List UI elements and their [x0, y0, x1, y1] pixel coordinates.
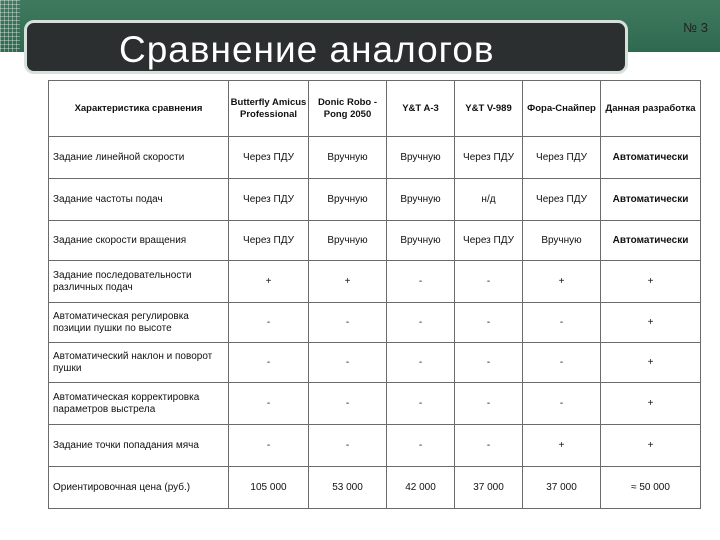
feature-cell: Задание скорости вращения: [49, 221, 229, 261]
value-cell: -: [309, 343, 387, 383]
value-cell: Вручную: [309, 179, 387, 221]
table-header-row: [49, 81, 701, 137]
value-cell: -: [229, 303, 309, 343]
table-row: [49, 303, 701, 343]
value-cell: +: [601, 261, 701, 303]
price-cell: 37 000: [523, 467, 601, 509]
price-cell: 42 000: [387, 467, 455, 509]
value-cell: Автоматически: [601, 137, 701, 179]
feature-cell: Автоматическая корректировка параметров выстрела: [49, 383, 229, 425]
value-cell: +: [601, 303, 701, 343]
table-row: [49, 343, 701, 383]
table-row: [49, 425, 701, 467]
price-cell: ≈ 50 000: [601, 467, 701, 509]
value-cell: Через ПДУ: [229, 179, 309, 221]
title-box: [24, 20, 628, 74]
value-cell: -: [387, 261, 455, 303]
value-cell: Через ПДУ: [523, 137, 601, 179]
value-cell: -: [229, 343, 309, 383]
value-cell: -: [387, 303, 455, 343]
value-cell: -: [309, 303, 387, 343]
table-row-price: [49, 467, 701, 509]
value-cell: Вручную: [387, 221, 455, 261]
table-row: [49, 221, 701, 261]
value-cell: -: [387, 425, 455, 467]
value-cell: Через ПДУ: [229, 137, 309, 179]
value-cell: -: [387, 383, 455, 425]
table-row: [49, 261, 701, 303]
price-cell: 53 000: [309, 467, 387, 509]
value-cell: Через ПДУ: [229, 221, 309, 261]
header-cell-yt-a3: Y&T A-3: [387, 81, 455, 137]
feature-cell: Задание частоты подач: [49, 179, 229, 221]
header-band: [0, 0, 720, 70]
value-cell: Через ПДУ: [455, 137, 523, 179]
feature-cell: Задание последовательности различных подач: [49, 261, 229, 303]
table-row: [49, 137, 701, 179]
feature-cell: Автоматический наклон и поворот пушки: [49, 343, 229, 383]
price-cell: 105 000: [229, 467, 309, 509]
value-cell: -: [523, 303, 601, 343]
value-cell: Вручную: [387, 137, 455, 179]
header-cell-butterfly: Butterfly Amicus Professional: [229, 81, 309, 137]
value-cell: Вручную: [309, 137, 387, 179]
value-cell: -: [455, 425, 523, 467]
value-cell: +: [601, 343, 701, 383]
slide-title: Сравнение аналогов: [119, 29, 495, 70]
value-cell: -: [309, 425, 387, 467]
header-cell-donic: Donic Robo -Pong 2050: [309, 81, 387, 137]
value-cell: -: [387, 343, 455, 383]
value-cell: Вручную: [309, 221, 387, 261]
value-cell: +: [309, 261, 387, 303]
value-cell: -: [455, 261, 523, 303]
price-cell: 37 000: [455, 467, 523, 509]
value-cell: +: [523, 425, 601, 467]
value-cell: Вручную: [523, 221, 601, 261]
feature-cell: Ориентировочная цена (руб.): [49, 467, 229, 509]
header-cell-fora-sniper: Фора-Снайпер: [523, 81, 601, 137]
value-cell: -: [455, 343, 523, 383]
value-cell: н/д: [455, 179, 523, 221]
value-cell: Через ПДУ: [455, 221, 523, 261]
value-cell: -: [455, 303, 523, 343]
value-cell: +: [601, 425, 701, 467]
value-cell: +: [523, 261, 601, 303]
value-cell: -: [523, 383, 601, 425]
table-row: [49, 383, 701, 425]
decorative-grid-pattern: [0, 0, 20, 70]
value-cell: Вручную: [387, 179, 455, 221]
slide-number: № 3: [683, 20, 708, 35]
table-row: [49, 179, 701, 221]
value-cell: Через ПДУ: [523, 179, 601, 221]
header-cell-this-development: Данная разработка: [601, 81, 701, 137]
feature-cell: Задание линейной скорости: [49, 137, 229, 179]
value-cell: +: [601, 383, 701, 425]
value-cell: -: [229, 383, 309, 425]
value-cell: -: [309, 383, 387, 425]
value-cell: -: [455, 383, 523, 425]
value-cell: -: [523, 343, 601, 383]
header-cell-yt-v989: Y&T V-989: [455, 81, 523, 137]
header-cell-characteristic: Характеристика сравнения: [49, 81, 229, 137]
value-cell: Автоматически: [601, 221, 701, 261]
feature-cell: Автоматическая регулировка позиции пушки по высоте: [49, 303, 229, 343]
feature-cell: Задание точки попадания мяча: [49, 425, 229, 467]
value-cell: -: [229, 425, 309, 467]
value-cell: +: [229, 261, 309, 303]
value-cell: Автоматически: [601, 179, 701, 221]
comparison-table: [48, 80, 701, 509]
